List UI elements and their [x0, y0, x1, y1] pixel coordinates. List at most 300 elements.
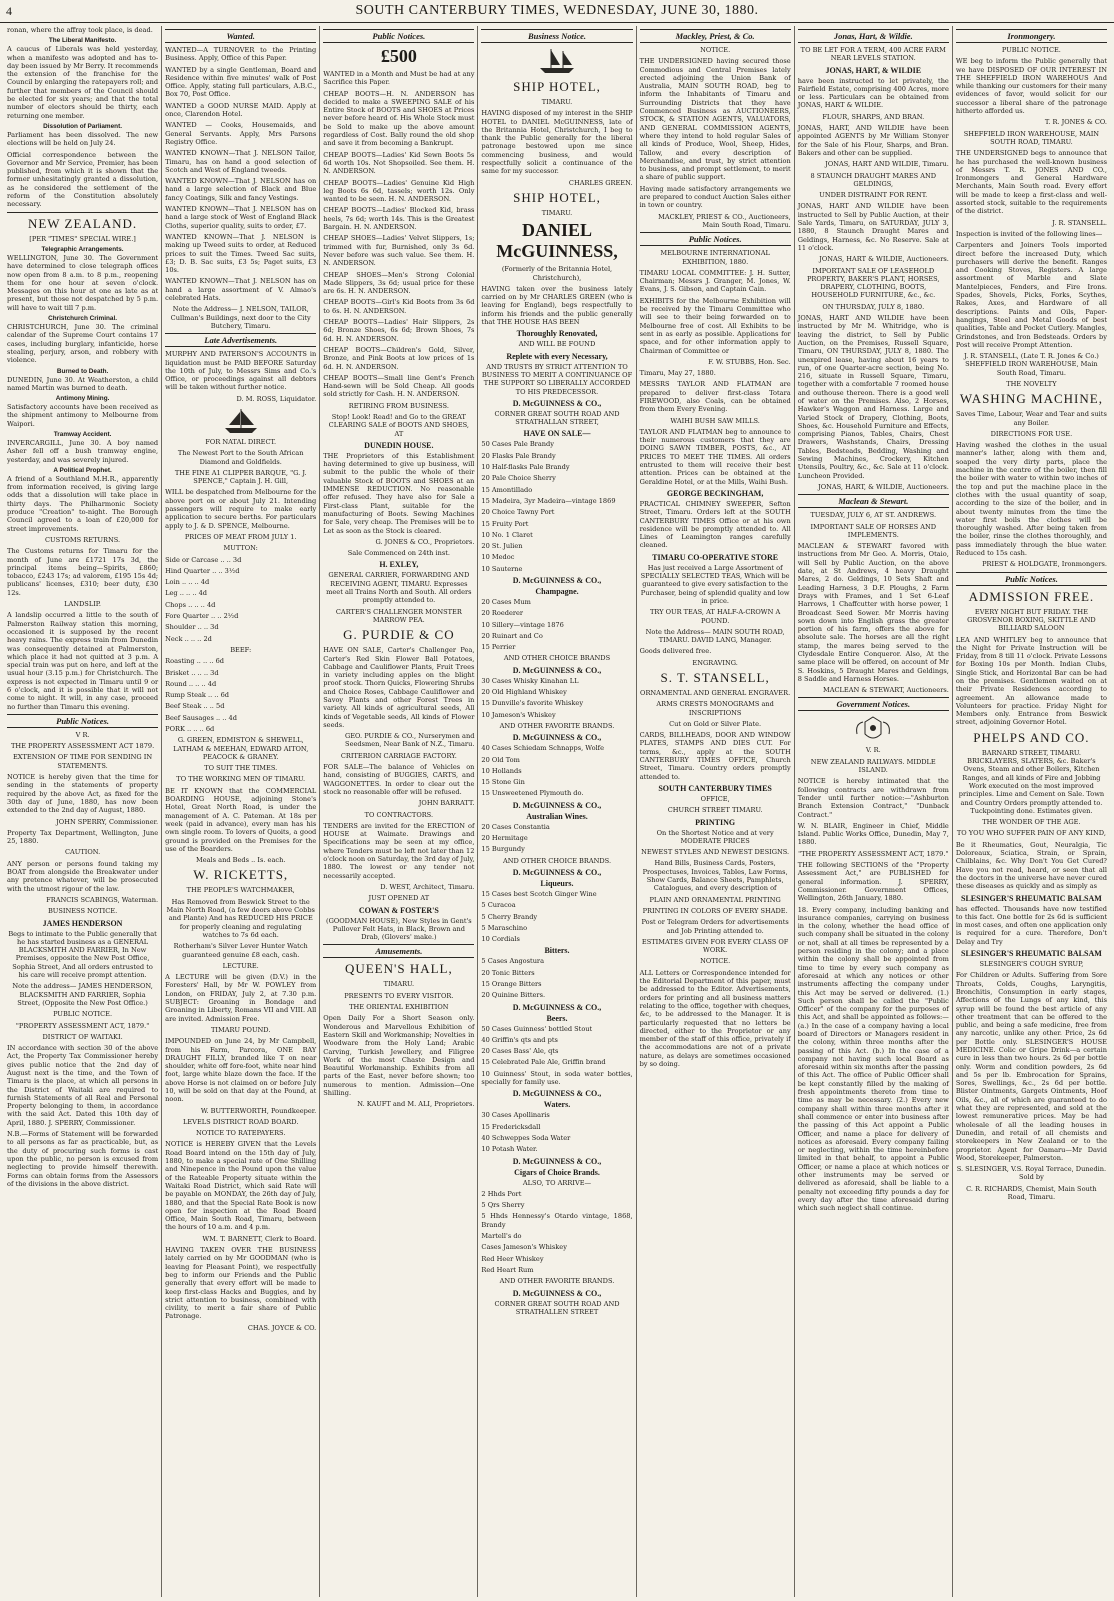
ad-title: NOTICE.: [700, 46, 731, 54]
ad-text: Inspection is invited of the following lines—: [955, 229, 1103, 238]
ad-text: BARNARD STREET, TIMARU. BRICKLAYERS, SLATERS, &c. Baker's Ovens, Steam and other Boilers, Kitchen Ranges, and all kinds of Fire and Jobbing Work executed on the most improved principles. Lime and Cement on Sale. Town and Country Orders promptly attended to. Tuckpointing done. Estimates given.: [958, 748, 1105, 815]
advertiser-name: D. McGUINNESS & CO.,: [512, 867, 602, 877]
list-item: 10 Sillery—vintage 1876: [481, 620, 564, 629]
list-item: 20 Hermitage: [481, 834, 528, 843]
advertiser-name: GEORGE BECKINGHAM,: [666, 488, 764, 498]
list-item: 5 Maraschino: [481, 923, 528, 932]
columns: [4, 26, 1110, 1597]
notice-title: PUBLIC NOTICE.: [53, 1010, 113, 1019]
section-header: Public Notices.: [956, 572, 1107, 586]
ad-title: Champagne.: [535, 586, 579, 596]
ad-text: TIMARU LOCAL COMMITTEE: J. H. Sutter, Chairman; Messrs J. Granger, M. Jones, W. Evans, J. S. Gibson, and Captain Cain.: [639, 268, 791, 294]
ad-text: CHEAP BOOTS—Small line Gent's French Hand-sewn will be Sold Cheap. All goods sold strictly for Cash. H. N. ANDERSON.: [323, 373, 475, 399]
list-item: 5 Curacoa: [481, 901, 516, 910]
ad-title: NOTICE TO RATEPAYERS.: [195, 1129, 286, 1138]
ad-text: JONAS, HART, AND WILDIE have been appointed AGENTS by Mr William Stonyer for the Sale of his Flour, Sharps, and Bran. Bakers and other can be supplied.: [797, 124, 949, 157]
ad-text: GENERAL CARRIER, FORWARDING AND RECEIVING AGENT, TIMARU. Expresses meet all Trains North and South. All orders promptly attended to.: [326, 571, 472, 605]
ad-text: AND OTHER FAVORITE BRANDS.: [499, 1277, 615, 1286]
ad-text: CHEAP BOOTS—Ladies' Blocked Kid, brass heels, 7s 6d; worth 14s. This is the Greatest Bargain. H. N. ANDERSON.: [323, 206, 475, 232]
list-item: 15 Cases best Scotch Ginger Wine: [481, 889, 597, 898]
list-item: 30 Cases Apollinaris: [481, 1111, 550, 1120]
ad-text: THE following SECTIONS of the "Property Assessment Act," are PUBLISHED for general information. J. SPERRY, Commissioner. Government Offices, Wellington, 26th January, 1880.: [797, 861, 949, 903]
ad-title: THE PEOPLE'S WATCHMAKER,: [186, 886, 295, 895]
advertiser-name: D. McGUINNESS & CO.,: [512, 1288, 602, 1298]
beef-prices: [165, 657, 316, 733]
ad-text: Hand Bills, Business Cards, Posters, Prospectuses, Invoices, Tables, Law Forms, Show Cards, Balance Sheets, Pamphlets, Catalogues, and every description of: [642, 859, 788, 893]
notice-title: CAUTION.: [64, 848, 101, 857]
list-item: 10 Sauterne: [481, 564, 523, 573]
ad-title: Replete with every Necessary,: [506, 351, 608, 361]
ad-text: HAVING TAKEN OVER THE BUSINESS lately carried on by Mr GOODMAN (who is leaving for Pleasant Point), we respectfully beg to inform our Friends and the Public generally that every effort will be made to keep first-class Hacks and Buggies, and by strict attention to business, combined with civility, to merit a fair share of Public Patronage.: [165, 1246, 317, 1321]
ad-text: EXHIBITS for the Melbourne Exhibition will be received by the Timaru Committee who will see to their being forwarded on to Melbourne free of cost. All Exhibits to be sent in as early as possible. Applications for space, and for other information apply to Chairman of Committee or: [639, 296, 791, 355]
list-item: 15 Amontillado: [481, 485, 533, 494]
ad-text: THE FINE A1 CLIPPER BARQUE, "G. J. SPENCE," Captain J. H. Gill,: [174, 468, 307, 486]
ad-signature: JONAS, HART, & WILDIE, Auctioneers.: [818, 482, 949, 491]
ad-text: WANTED KNOWN—That J. NELSON Tailor, Timaru, has on hand a good selection of Scotch and West of England tweeds.: [165, 149, 317, 174]
beer-list: [481, 1025, 632, 1087]
news-text: Official correspondence between the Governor and Mr Service, Premier, has been published, from which it is shown that the former unhesitatingly granted a dissolution, as he considered the settlement of the reform of the Constitution absolutely necessary.: [7, 150, 159, 209]
ad-title: FOR NATAL DIRECT.: [205, 437, 277, 446]
price-row: Rump Steak .. .. 6d: [165, 691, 230, 700]
notice-text: ANY person or persons found taking my BOAT from alongside the Breakwater under any pretence whatever, will be prosecuted with the utmost rigour of the law.: [7, 859, 159, 893]
advertiser-name: JAMES HENDERSON: [42, 918, 123, 928]
ad-text: TENDERS are invited for the ERECTION of HOUSE at Waimate. Drawings and Specifications may be seen at my office, where Tenders must be left not later than 12 o'clock noon on Saturday, the 3rd day of July, 1880. The lowest or any tender not necessarily accepted.: [323, 821, 475, 880]
advertiser-name: D. McGUINNESS & CO.,: [512, 665, 602, 675]
ad-signature: MACKLEY, PRIEST & CO., Auctioneers, Main South Road, Timaru.: [658, 212, 791, 229]
ad-title: Bitters.: [544, 946, 570, 956]
ad-text: Having washed the clothes in the usual manner's lather, along with them and, soaped the very dirty parts, place the machine in the centre of the boiler, then fill the boiler with water to within two inches of the top and put the machine place in the clothes with the usual quantity of soap, according to the size of the boiler, and in about twenty minutes from the time the water first boils the clothes will be thoroughly washed. After being taken from the boiler, rinse the clothes thoroughly, and pass immediately through the blue water. Reduced to 15s cash.: [955, 441, 1107, 558]
ad-title: JUST OPENED AT: [368, 894, 430, 903]
list-item: 5 Hhds Hennessy's Otardo vintage, 1868, Brandy: [481, 1212, 633, 1229]
masthead-title: SOUTH CANTERBURY TIMES, WEDNESDAY, JUNE 30, 1880.: [355, 3, 759, 18]
ad-text: IMPOUNDED on June 24, by Mr Campbell, from his Farm, Parcora, ONE BAY DRAUGHT FILLY, branded like T on near shoulder, white off fore-foot, white near hind foot, large white blaze down the face. If the above Horse is not claimed on or before July 10, will be sold on that day at the Pound, at noon.: [165, 1037, 317, 1104]
list-item: 10 Hollands: [481, 766, 522, 775]
news-text: Parliament has been dissolved. The new elections will be held on July 24.: [7, 130, 159, 148]
ad-text: Post or Telegram Orders for advertisements and Job Printing attended to.: [641, 918, 789, 935]
ad-text: WANTED by a single Gentleman, Board and Residence within five minutes' walk of Post Office. Apply, stating full particulars, A.B.C., Box 70, Post Office.: [165, 65, 317, 99]
list-item: 20 Roederer: [481, 609, 524, 618]
ad-title: LEVELS DISTRICT ROAD BOARD.: [182, 1117, 299, 1126]
ad-text: 18. Every company, including banking and insurance companies, carrying on business in the colony, whether the head office of such company shall be situated in the colony or not, shall at all times be represented by a person residing in the colony; and a place within the colony shall be appointed from time to time by every such company as aforesaid at which any notices or other instruments affecting the company under this Act may be served or delivered. (1.) Such person shall be called the "Public Officer" of the company for the purposes of this Act, and shall be appointed as follows:— (a.) In the case of a company having a local board of Directors or Managers resident in the colony, within three months after the passing of this Act. (b.) In the case of a company not having such local Board as aforesaid within six months after the passing of this Act. The office of Public Officer shall be kept constantly filled by the making of fresh appointments thereto from time to time as may be necessary. (2.) Every new company shall within three months after it shall commence or enter into business after the passing of this Act appoint a Public Officer, and name a place for delivery of notices as aforesaid. Every company failing or neglecting, within the time hereinbefore limited in that behalf, to appoint a Public Officer, or name a place at which notices or other instruments may be served or delivered as aforesaid, shall be liable to a penalty not exceeding fifty pounds a day for every day after the time aforesaid during which such neglect shall continue.: [797, 905, 949, 1213]
ad-title: Beers.: [546, 1013, 568, 1023]
list-item: 20 Pale Choice Sherry: [481, 474, 556, 483]
ad-title: TO SUIT THE TIMES.: [204, 764, 278, 773]
notice-title: "PROPERTY ASSESSMENT ACT, 1879.": [15, 1021, 150, 1030]
advertiser-name: W. RICKETTS,: [193, 867, 289, 883]
news-heading: The Liberal Manifesto.: [48, 37, 117, 45]
ad-signature: C. R. RICHARDS, Chemist, Main South Road, Timaru.: [966, 1184, 1097, 1202]
list-item: 15 Burgundy: [481, 845, 525, 854]
ad-text: ALSO, TO ARRIVE—: [522, 1178, 592, 1187]
ad-text: WE beg to inform the Public generally that we have DISPOSED OF OUR INTEREST IN THE SHEFFIELD IRON WAREHOUS And while thanking our customers for their many evidences of favor, would solicit for our successor a liberal share of the patronage hitherto afforded us.: [955, 57, 1107, 116]
list-item: 15 Celebrated Pale Ale, Griffin brand: [481, 1058, 606, 1067]
ad-signature: PRIEST & HOLDGATE, Ironmongers.: [982, 560, 1107, 569]
advertiser-name: TIMARU CO-OPERATIVE STORE: [652, 552, 779, 562]
ad-text: HAVE ON SALE, Carter's Challenger Pea, Carter's Red Skin Flower Ball Potatoes, Cabbage and Cauliflower Plants, Fruit Trees in variety including apples on the blight proof stock. Thorn Quicks, Flowering Shrubs and Choice Roses, Cabbage Cauliflower and Savoy Plants and other Forest Trees in variety. All kinds of agricultural seeds, All kinds of Vegetable seeds, All kinds of Flower seeds.: [323, 646, 475, 729]
advertiser-name: G. PURDIE & CO: [343, 627, 455, 643]
ad-text: LEA AND WHITLEY beg to announce that the Night for Private Instruction will be Friday, from 8 till 11 o'clock. Private Lessons for Boxing 10s per Month. Indian Clubs, Single Stick, and Horizontal Bar can be had on the premises. Gentlemen waited on at their Private Residences according to agreement. An allowance made to Volunteers for practice. Friday Night for Members only. Entrance from Beswick street, adjoining Governor Hotel.: [955, 635, 1107, 727]
ad-text: TIMARU.: [541, 208, 573, 217]
ad-title: PRINTING: [695, 817, 736, 827]
ad-title: CRITERION CARRIAGE FACTORY.: [340, 751, 457, 760]
liqueur-list: [481, 890, 632, 943]
ad-text: AND OTHER FAVORITE BRANDS.: [499, 721, 615, 730]
ad-signature: CHAS. JOYCE & CO.: [247, 1323, 317, 1332]
ad-text: PLAIN AND ORNAMENTAL PRINTING: [649, 895, 781, 904]
ad-text: Has just received a Large Assortment of SPECIALLY SELECTED TEAS, Which will be guaranteed to give every satisfaction to the Purchaser, being of splendid quality and low in price.: [640, 563, 790, 605]
ship-icon: [537, 46, 577, 76]
royal-cipher: V. R.: [865, 746, 881, 755]
ad-title: OFFICE,: [700, 794, 730, 803]
list-item: 20 Cases Bass' Ale, qts: [481, 1047, 559, 1056]
list-item: 2 Hhds Port: [481, 1189, 522, 1198]
ad-signature: G. JONES & CO., Proprietors.: [375, 537, 475, 546]
ad-text: TIMARU.: [541, 98, 573, 106]
notice-text: Note the address— JAMES HENDERSON, BLACKSMITH AND FARRIER, Sophia Street, (Opposite the New Post Office.): [12, 982, 153, 1007]
ad-signature: D. WEST, Architect, Timaru.: [380, 882, 475, 891]
section-header: Business Notice.: [481, 29, 632, 43]
news-text: WELLINGTON, June 30. The Government have determined to close telegraph offices now open from 8 a.m. to 8 p.m., reopening them for one hour at seven o'clock. Messages on this hour at one as late as at present, but those not despatched by 5 p.m. will have to wait till 7 p.m.: [7, 253, 159, 312]
list-item: 15 Orange Bitters: [481, 980, 542, 988]
ad-title: DIRECTIONS FOR USE.: [990, 429, 1073, 438]
ad-text: WANTED — Cooks, Housemaids, and General Servants. Apply, Mrs Parsons Registry Office.: [165, 121, 317, 146]
price-row: Side or Carcase .. .. 3d: [165, 555, 242, 564]
ad-text: Rotherham's Silver Lever Hunter Watch guaranteed genuine £8 each, cash.: [173, 942, 308, 959]
ad-signature: W. BUTTERWORTH, Poundkeeper.: [200, 1106, 317, 1115]
ad-title: TIMARU POUND.: [210, 1025, 271, 1034]
notice-title: THE PROPERTY ASSESSMENT ACT 1879.: [10, 742, 155, 751]
ad-text: Timaru, May 27, 1880.: [639, 369, 716, 378]
list-item: 30 Cases Whisky Kinahan LL: [481, 676, 579, 685]
advertiser-name: D. McGUINNESS & CO.,: [512, 733, 602, 743]
ad-text: Has Removed from Beswick Street to the Main North Road, (a few doors above Cobbs and Plante) And has REDUCED HIS PRICE for properly cleaning and regulating watches to 7s 6d each.: [166, 897, 315, 939]
ad-text: TAYLOR AND FLATMAN beg to announce to their numerous customers that they are DOING SAWN TIMBER, POSTS, &c., AT PRICES TO MEET THE TIMES. All orders entrusted to them will receive their best attention. Prices can be obtained at the Geraldine Hotel, or at the Mills, Waihi Bush.: [639, 427, 791, 486]
ad-text: PRINTING IN COLORS OF EVERY SHADE.: [642, 906, 788, 915]
list-item: 20 Flasks Pale Brandy: [481, 451, 556, 460]
notice-title: BUSINESS NOTICE.: [47, 907, 118, 916]
ad-text: On the Shortest Notice and at very MODERATE PRICES: [656, 828, 774, 845]
ad-title: IMPORTANT SALE OF LEASEHOLD PROPERTY, BAKER'S PLANT, HORSES, DRAPERY, CLOTHING, BOOTS, HOUSEHOLD FURNITURE, &c., &c.: [807, 266, 940, 300]
product-name: SLESINGER'S RHEUMATIC BALSAM: [961, 949, 1102, 959]
section-header: Mackley, Priest, & Co.: [640, 29, 791, 43]
price-row: Roasting .. .. .. 6d: [165, 657, 224, 666]
list-item: 15 Madeira, 3yr Madeira—vintage 1869: [481, 496, 616, 505]
list-item: 10 Cordials: [481, 935, 520, 944]
list-item: 15 Fredericksdall: [481, 1122, 541, 1131]
ad-title: THE WONDER OF THE AGE.: [982, 818, 1081, 827]
ad-text: PRACTICAL CHIMNEY SWEEPER, Sefton Street, Timaru. Orders left at the SOUTH CANTERBURY TIMES Office or at his own residence will be promptly attended to. All Lines of Leamington ranges carefully cleaned.: [639, 499, 791, 550]
ad-title: ENGRAVING.: [692, 658, 738, 667]
ad-title: NEW ZEALAND RAILWAYS. MIDDLE ISLAND.: [810, 757, 936, 775]
ad-title: PRICES OF MEAT FROM JULY 1.: [184, 532, 297, 541]
price-row: Beef Sausages .. .. 4d: [165, 713, 237, 722]
ad-signature: GEO. PURDIE & CO., Nurserymen and Seedsmen, Near Bank of N.Z., Timaru.: [344, 732, 475, 749]
section-header: Amusements.: [323, 944, 474, 958]
price-row: PORK .. .. .. 6d: [165, 725, 215, 733]
proprietor-name: DANIEL McGUINNESS,: [496, 220, 618, 262]
list-item: 20 Tonic Bitters: [481, 968, 535, 977]
news-text: ronan, where the affray took place, is dead.: [7, 26, 153, 34]
list-item: 40 Cases Schiedam Schnapps, Wolfe: [481, 744, 605, 753]
ad-text: Cut on Gold or Silver Plate.: [669, 719, 762, 728]
ad-text: CHEAP BOOTS—Ladies' Genuine Kid High leg Boots 6s 6d, tassels; worth 12s. Only wanted to be seen. H. N. ANDERSON.: [323, 178, 475, 204]
list-item: 20 Old Tom: [481, 755, 520, 764]
ad-signature: T. R. JONES & CO.: [1044, 118, 1107, 127]
advertiser-name: D. McGUINNESS & CO.,: [512, 1002, 602, 1012]
notice-text: N.B.—Forms of Statement will be forwarded to all persons as far as practicable, but, as the duty of procuring such forms is cast upon the public, no person is excused from neglecting to provide himself therewith. Forms can obtain forms from the Assessors of the divisions in the above district.: [7, 1130, 159, 1188]
mutton-prices: [165, 556, 316, 643]
ad-text: Note the Address— J. NELSON, TAILOR, Cullman's Buildings, next door to the City Butchery, Timaru.: [170, 305, 311, 330]
ad-title: MELBOURNE INTERNATIONAL EXHIBITION, 1880.: [660, 249, 770, 266]
ad-text: Note the Address— MAIN SOUTH ROAD, TIMARU. DAVID LANG, Manager.: [645, 627, 785, 645]
ad-title: LECTURE.: [222, 961, 259, 970]
list-item: 20 Old Highland Whiskey: [481, 688, 567, 697]
ad-text: NEWEST STYLES AND NEWEST DESIGNS.: [641, 848, 790, 857]
ad-title: Waters.: [543, 1100, 571, 1110]
price-row: Hind Quarter .. .. 3½d: [165, 566, 240, 575]
product-name: SLESINGER'S RHEUMATIC BALSAM: [961, 893, 1102, 903]
news-heading: Tramway Accident.: [53, 430, 112, 438]
ad-title: FLOUR, SHARPS, AND BRAN.: [822, 112, 925, 121]
section-header: Public Notices.: [640, 232, 791, 246]
ad-title: UNDER DISTRAINT FOR RENT.: [819, 191, 928, 200]
ad-signature: D. M. ROSS, Liquidator.: [236, 394, 317, 403]
ad-text: TIMARU.: [383, 980, 415, 989]
ad-text: WILL be despatched from Melbourne for the above port on or about July 21. Intending passengers will require to make early application to secure berths. For particulars apply to J. & D. SPENCE, Melbourne.: [165, 488, 317, 530]
advertiser-name: JONAS, HART, & WILDIE: [825, 65, 922, 75]
notice-signature: JOHN SPERRY, Commissioner.: [56, 817, 159, 826]
price-row: Beef Steak .. .. 5d: [165, 702, 225, 711]
ad-text: HAVING taken over the business lately carried on by Mr CHARLES GREEN (who is leaving for England), begs respectfully to inform his friends and the public generally that THE HOUSE HAS BEEN: [481, 284, 633, 327]
advertiser-name: S. T. STANSELL,: [660, 670, 770, 685]
news-heading: Burned to Death.: [56, 367, 109, 375]
news-heading: Antimony Mining.: [55, 395, 110, 403]
list-item: 40 Griffin's qts and pts: [481, 1035, 558, 1044]
ship-icon: [221, 406, 261, 436]
price-row: Round .. .. .. 4d: [165, 679, 217, 688]
ad-text: Goods delivered free.: [639, 647, 712, 656]
ad-text: CARDS, BILLHEADS, DOOR AND WINDOW PLATES, STAMPS AND DIES CUT. For terms, &c., apply at the SOUTH CANTERBURY TIMES OFFICE, Church Street, Timaru. Country orders promptly attended to.: [639, 731, 791, 781]
list-item: 20 Cases Constantia: [481, 822, 550, 831]
ad-signature: JONAS, HART AND WILDIE, Timaru.: [825, 160, 949, 169]
ad-text: JONAS, HART AND WILDIE have been instructed to Sell by Public Auction, at their Sale Yards, Timaru, on SATURDAY, JULY 3, 1880, 8 Staunch Draught Mares and Geldings, Harness, &c. No Reserve. Sale at 11 o'clock.: [797, 202, 949, 252]
ad-text: THE Proprietors of this Establishment having determined to give up business, will submit to the public the whole of their valuable Stock of BOOTS and SHOES at an IMMENSE REDUCTION. No reasonable offer refused. They have also for Sale a First-class Plant, suitable for the manufacturing of Boots. Sewing Machines for Sale, very cheap. The Premises will be to Let as soon as the Stock is cleared.: [323, 451, 475, 535]
ad-text: CHEAP SHOES—Ladies' Velvet Slippers, 1s; trimmed with fur, Burnished, only 3s 6d. Never before was such value. See them. H. N. ANDERSON.: [323, 234, 475, 268]
notice-title: EXTENSION OF TIME FOR SENDING IN STATEMENTS.: [12, 753, 153, 770]
list-item: 40 Schweppes Soda Water: [481, 1133, 571, 1142]
news-text: A friend of a Southland M.H.R., apparently from information received, is giving large odds that a dissolution will take place in thirty days. The Philharmonic Society produce "Creation" to-night. The Borough Council agreed to a loan of £20,000 for street improvements.: [7, 474, 159, 533]
ad-text: AND TRUSTS BY STRICT ATTENTION TO BUSINESS TO MERIT A CONTINUANCE OF THE SUPPORT SO LIBERALLY ACCORDED TO HIS PREDECESSOR.: [481, 362, 633, 396]
news-heading: Dissolution of Parliament.: [43, 122, 122, 130]
masthead: [0, 0, 1114, 23]
list-item: 10 Guinness' Stout, in soda water bottles, specially for family use.: [481, 1069, 633, 1087]
ad-signature: WM. T. BARNETT, Clerk to Board.: [202, 1234, 317, 1243]
list-item: 5 Cherry Brandy: [481, 912, 538, 921]
royal-crest-icon: [851, 714, 895, 744]
ad-title: CARTER'S CHALLENGER MONSTER MARROW PEA.: [335, 607, 462, 624]
ad-text: AND OTHER CHOICE BRANDS: [503, 654, 611, 663]
advertiser-name: D. McGUINNESS & CO.,: [512, 575, 602, 585]
list-item: 10 Jameson's Whiskey: [481, 710, 556, 719]
ad-title: TO THE WORKING MEN OF TIMARU.: [176, 775, 306, 784]
whisky-list: [481, 677, 632, 719]
ad-text: THE UNDERSIGNED having secured those Commodious and Central Premises lately erected adjoining the Union Bank of Australia, MAIN SOUTH ROAD, beg to inform the Inhabitants of Timaru and Surrounding Districts that they have Commenced Business as AUCTIONEERS, STOCK, & STATION AGENTS, VALUATORS, AND GENERAL COMMISSION AGENTS, where they intend to hold regular Sales of all kinds of Produce, Wool, Sheep, Hides, Tallow, and every description of Merchandise, and trust, by strict attention to business, and prompt settlement, to merit a share of public support.: [639, 57, 791, 182]
list-item: 15 Dunville's favorite Whiskey: [481, 699, 584, 708]
arrival-list: [481, 1190, 632, 1274]
ad-text: Be it Rheumatics, Gout, Neuralgia, Tic Doloreaux, Sciatica, Strain, or Sprain, Chilblains, &c. Why Don't You Get Cured? Have you not read, heard, or seen that all the doctors in the universe have never cured these diseases as quickly and as simply as: [955, 840, 1107, 891]
ad-text: For Children or Adults. Suffering from Sore Throats, Colds, Coughs, Laryngitis, Bronchitis, Consumption in early stages, Affections of the Lungs of any kind, this syrup will be found the best article of any other treatment that can be offered to the public, and being a safe medicine, free from any narcotic, unlike any other. Price, 2s 6d per Bottle only. SLESINGER'S HOUSE MEDICINE. Colic or Gripe Drink—a certain cure in less than two hours. 2s 6d per bottle only. Worm and condition powders, 2s 6d and 5s per lb. Embrocation for Sprains, Sores, Swellings, &c., 2s 6d per bottle. Blister Ointments, Gargets Ointments, Hoof Oils, &c., all of which are guaranteed to do what they are represented, and sold at the lowest remunerative prices. May be had wholesale of all the leading houses in Dunedin, and retail of all chemists and storekeepers in New Zealand or to the proprietor. Agent for Oamaru—Mr David Wood, Storekeeper, Palmerston.: [955, 971, 1107, 1162]
column-6: [795, 26, 953, 1597]
ad-title: TO YOU WHO SUFFER PAIN OF ANY KIND,: [956, 829, 1106, 838]
ad-text: The Newest Port to the South African Diamond and Goldfields.: [177, 449, 304, 466]
news-heading: Telegraphic Arrangements.: [41, 245, 124, 253]
ad-text: PRESENTS TO EVERY VISITOR.: [344, 991, 454, 1000]
ad-text: WANTED KNOWN—That J. NELSON has on hand a large stock of West of England Black Cloths, superior quality, suits to order, £7.: [165, 205, 317, 230]
ad-text: FOR SALE—The balance of Vehicles on hand, consisting of BUGGIES, CARTS, and WAGGONETTES. In order to clear out the stock no reasonable offer will be refused.: [323, 763, 475, 796]
advertiser-name: COWAN & FOSTER'S: [358, 905, 439, 915]
list-item: 10 Potash Water.: [481, 1145, 538, 1154]
column-1: [4, 26, 162, 1597]
divider: [7, 212, 158, 213]
reward-amount: £500: [380, 46, 417, 66]
news-text: CHRISTCHURCH, June 30. The criminal calendar of the Supreme Court contains 17 cases, including burglary, infanticide, horse stealing, perjury, arson, and robbery with violence.: [7, 323, 159, 365]
advertiser-name: D. McGUINNESS & CO.,: [512, 1089, 602, 1099]
list-item: Red Heer Whiskey: [481, 1254, 544, 1263]
price-row: Shoulder .. .. 3d: [165, 623, 219, 632]
list-item: 15 Unsweetened Plymouth do.: [481, 789, 584, 798]
ad-text: have been instructed to let privately, the Fairfield Estate, comprising 400 Acres, more or less. Particulars can be obtained from JONAS, HART & WILDIE.: [797, 76, 949, 110]
ad-title: PUBLIC NOTICE.: [1001, 46, 1061, 54]
ad-text: CHEAP BOOTS—Ladies' Kid Sewn Boots 5s 6d worth 10s. Not Shopsoiled. See them. H. N. ANDERSON.: [323, 150, 475, 176]
price-row: Leg .. .. .. 4d: [165, 589, 208, 598]
ad-title: RETIRING FROM BUSINESS.: [348, 401, 449, 410]
section-header: Wanted.: [165, 29, 316, 43]
ad-title: HAVE ON SALE—: [523, 429, 591, 439]
ad-text: Saves Time, Labour, Wear and Tear and suits any Boiler.: [956, 410, 1107, 427]
ad-text: CORNER GREAT SOUTH ROAD AND STRATHALLAN STREET,: [494, 409, 620, 427]
list-item: 20 Quinine Bitters.: [481, 991, 546, 1000]
ad-signature: MACLEAN & STEWART, Auctioneers.: [822, 686, 949, 695]
ad-title: SHEFFIELD IRON WAREHOUSE, MAIN SOUTH ROAD, TIMARU.: [963, 129, 1100, 146]
ad-text: MESSRS TAYLOR AND FLATMAN are prepared to deliver first-class Totara FIREWOOD, also Coals, can be obtained from them Every Evening.: [639, 380, 791, 414]
section-header: Government Notices.: [798, 697, 949, 711]
advertiser-name: D. McGUINNESS & CO.,: [512, 1156, 602, 1166]
ad-title: DUNEDIN HOUSE.: [364, 440, 434, 450]
section-header: Maclean & Stewart.: [798, 494, 949, 508]
ad-title: 8 STAUNCH DRAUGHT MARES AND GELDINGS,: [810, 171, 937, 188]
ad-text: NOTICE is HEREBY GIVEN that the Levels Road Board intend on the 15th day of July, 1880, to make a special rate of One Shilling and Ninepence in the Pound upon the value of the Rateable Property situate within the Waitaki Road District, which said Rate will be payable on MONDAY, the 26th day of July, 1880, and that the Special Rate Book is now open for inspection at the Road Board Office, Main South Road, Timaru, between the hours of 10 a.m. and 4 p.m.: [165, 1140, 317, 1232]
ad-title: NOTICE.: [700, 957, 731, 966]
ad-text: CHEAP BOOTS—H. N. ANDERSON has decided to make a SWEEPING SALE of his Entire Stock of BOOTS and SHOES at Prices never before heard of. His Whole Stock must be Sold to make up the above amount regardless of Cost. Bally round the old shop and save it from becoming a Bankrupt.: [323, 89, 475, 148]
list-item: 5 Qrs Sherry: [481, 1201, 525, 1210]
gin-list: [481, 744, 632, 797]
advertiser-name: H. EXLEY,: [379, 560, 419, 570]
ad-text: EVERY NIGHT BUT FRIDAY. THE GROSVENOR BOXING, SKITTLE AND BILLIARD SALOON: [967, 607, 1096, 633]
ad-title: ADMISSION FREE.: [968, 588, 1095, 604]
ad-text: WANTED a GOOD NURSE MAID. Apply at once, Clarendon Hotel.: [165, 101, 317, 119]
ad-signature: JONAS, HART & WILDIE, Auctioneers.: [819, 255, 949, 264]
list-item: 50 Cases Guinness' bottled Stout: [481, 1024, 593, 1033]
news-text: DUNEDIN, June 30. At Weatherston, a child named Martin was burned to death.: [7, 375, 159, 392]
ad-text: BE IT KNOWN that the COMMERCIAL BOARDING HOUSE, adjoining Stone's Hotel, Great North Road, is under the management of A. C. Pateman. At 18s per week (paid in advance), every man has his own single room. To lovers of Quoits, a good ground is provided on the Premises for the use of the Boarders.: [165, 786, 317, 853]
section-title: NEW ZEALAND.: [27, 215, 138, 231]
list-item: 20 St. Julien: [481, 542, 523, 551]
ad-text: THE UNDERSIGNED begs to announce that he has purchased the well-known business of Messrs T. R. JONES AND CO., Ironmongers and General Hardware Merchants, Main South road. Every effort will be made to keep a first-class and well-assorted stock, suitable to the requirements of the district.: [955, 149, 1107, 216]
list-item: 5 Cases Angostura: [481, 957, 545, 966]
ad-title: THE NOVELTY: [1006, 379, 1057, 388]
ad-text: CORNER GREAT SOUTH ROAD AND STRATHALLEN STREET: [494, 1299, 620, 1316]
ad-text: CHEAP SHOES—Men's Strong Colonial Made Slippers, 3s 6d; usual price for these are 6s. H. N. ANDERSON.: [323, 270, 475, 296]
ad-text: HAVING disposed of my interest in the SHIP HOTEL to DANIEL McGUINNESS, late of the Britannia Hotel, Christchurch, I beg to thank the Public generally for the liberal patronage bestowed upon me since commencing business, and would respectfully solicit a continuance of the same for my successor.: [481, 109, 633, 176]
ad-title: TO CONTRACTORS.: [364, 810, 434, 819]
price-heading: MUTTON:: [223, 544, 258, 553]
list-item: 20 Choice Tawny Port: [481, 508, 555, 517]
ad-text: Open Daily For a Short Season only. Wonderous and Marvellous Exhibition of Eastern Skill and Workmanship; Novelties in Woodware from the Holy Land; Arabic Carving, Turkish Jewellery, and Filigree Work of the most Chaste Design and Beautiful Workmanship. Exhibits from all parts of the East, never before shown; too numerous to mention. Admission—One Shilling.: [323, 1014, 475, 1097]
section-header: Public Notices.: [323, 29, 474, 43]
column-7: [953, 26, 1110, 1597]
royal-cipher: V R.: [75, 730, 90, 739]
ad-text: WANTED—A TURNOVER to the Printing Business. Apply, Office of this Paper.: [165, 46, 317, 63]
notice-text: IN accordance with section 30 of the above Act, the Property Tax Commissioner hereby gives public notice that the 2nd day of August next is the time, and the Town of Timaru is the place, at which all persons in the District of Waitaki are required to furnish Statements of all Real and Personal Property belonging to them, in accordance with the said Act. Dated this 10th day of April, 1880. J. SPERRY, Commissioner.: [7, 1044, 159, 1127]
ad-title: TRY OUR TEAS, AT HALF-A-CROWN A POUND.: [650, 608, 781, 625]
list-item: 20 Ruinart and Co: [481, 631, 543, 640]
notice-signature: FRANCIS SCABINGS, Waterman.: [46, 895, 159, 904]
ad-text: ALL Letters or Correspondence intended for the Editorial Department of this paper, must be addressed to the Editor. Advertisements, orders for printing and all business matters relating to the office, together with cheques, &c, to be addressed to the Manager. It is particularly requested that no letters be directed, either to the Proprietor or any member of the staff of this office, privately if the accommodations are not of a private nature, as delays are sometimes occasioned by so doing.: [639, 968, 791, 1068]
news-heading: Christchurch Criminal.: [48, 315, 118, 323]
list-item: Martell's do: [481, 1232, 522, 1241]
ad-text: WANTED KNOWN—That J. NELSON has on hand a large assortment of V. Almao's celebrated Hats.: [165, 277, 317, 303]
ad-text: WANTED KNOWN—That J. NELSON has on hand a large selection of Black and Blue fancy Coatings, Silk and fancy Vestings.: [165, 177, 317, 202]
news-heading: LANDSLIP.: [64, 600, 102, 609]
news-text: A landslip occurred a little to the south of Palmerston Railway station this morning, occasioned it is supposed by the recent heavy rains. The express train from Dunedin was consequently detained at Palmerston, which place it had not quitted at 3 p.m. A special train was put on here, and left at the usual hour (3.15 p.m.) for Christchurch. The express is not expected in Timaru until 9 or 6 o'clock, and it is possible that it will not come to night. It will, in any case, proceed no further than Timaru this evening.: [7, 611, 159, 711]
ad-title: TUESDAY, JULY 6, AT ST. ANDREWS.: [810, 511, 937, 520]
ad-text: JONAS, HART AND WILDIE have been instructed by Mr M. Whitridge, who is leaving the district, to Sell by Public Auction, on the Premises, Russell Square, Timaru, ON THURSDAY, JULY 8, 1880. The unexpired lease, having about 16 years to run, of one Quarter-acre section, being No. 216, situate in Russell Square, Timaru, together with a comfortable 7 roomed house and outhouse thereon. There is a good well of water on the Premises. Also, 2 Horses, Hawker's Waggon and Harness. Large and Varied Stock of Drapery, Clothing, Boots, Shoes, &c. Household Furniture and Effects, comprising Pianos, Tables, Chairs, Chest Drawers, Washstands, Chairs, Dressing Tables, Bedsteads, Bedding, Washing and Sewing Machines, Crockery, Kitchen Utensils, Poultry, &c., &c. Sale at 11 o'clock. Luncheon Provided.: [797, 314, 949, 480]
column-2: [162, 26, 320, 1597]
news-heading: A Political Prophet.: [53, 466, 112, 474]
wine-list: [481, 823, 632, 854]
column-5: [637, 26, 795, 1597]
product-name: WASHING MACHINE,: [959, 391, 1103, 407]
ad-title: Liqueurs.: [540, 878, 574, 888]
price-row: Brisket .. .. .. 3d: [165, 668, 219, 677]
ad-text: (Formerly of the Britannia Hotel, Christchurch),: [501, 265, 613, 282]
notice-text: Begs to intimate to the Public generally that he has started business as a GENERAL BLACKSMITH AND FARRIER, In New Premises, opposite the New Post Office, Sophia Street, And all orders entrusted to his care will receive prompt attention.: [8, 929, 157, 980]
venue-name: QUEEN'S HALL,: [344, 961, 453, 977]
list-item: Cases Jameson's Whiskey: [481, 1243, 567, 1252]
ad-text: WANTED KNOWN—That J. NELSON is making up Tweed suits to order, at Reduced prices to suit the Times. Tweed Sac suits, £3; D. B. Sac suits, £3 5s; Paget suits, £3 10s.: [165, 232, 317, 275]
ad-signature: N. KAUFT and M. ALI, Proprietors.: [357, 1100, 475, 1109]
price-row: Chops .. .. .. 4d: [165, 600, 216, 609]
column-4: [478, 26, 636, 1597]
ad-signature: J. R. STANSELL, (Late T. R. Jones & Co.) SHEFFIELD IRON WAREHOUSE, Main South Road, Timaru.: [963, 352, 1099, 377]
ad-text: CHEAP BOOTS—Children's Gold, Silver, Bronze, and Pink Boots at low prices of 1s 6d. H. N. ANDERSON.: [323, 345, 475, 371]
news-heading: CUSTOMS RETURNS.: [45, 535, 121, 544]
advertiser-name: D. McGUINNESS & CO.,: [512, 398, 602, 408]
ad-title: THE ORIENTAL EXHIBITION: [349, 1003, 449, 1012]
page-number: 4: [6, 4, 13, 18]
ad-title: "THE PROPERTY ASSESSMENT ACT, 1879.": [798, 849, 949, 858]
ad-text: Stop! Look! Read! and Go to the GREAT CLEARING SALE of BOOTS AND SHOES, AT: [328, 412, 470, 438]
ad-text: CHEAP BOOTS—Ladies' Hair Slippers, 2s 6d; Bronze Shoes, 6s 6d; Brown Shoes, 7s 6d. H. N. ANDERSON.: [323, 318, 475, 343]
price-row: Loin .. .. .. 4d: [165, 578, 210, 587]
ad-signature: JOHN BARRATT.: [418, 799, 475, 808]
ad-text: NOTICE is hereby intimated that the following contracts are withdrawn from Tender until further notice:—"Ashburton Branch Extension Contract," "Dunback Contract.": [797, 777, 949, 819]
advertiser-name: D. McGUINNESS & CO.,: [512, 800, 602, 810]
bitters-list: [481, 957, 632, 999]
spirits-list: [481, 440, 632, 573]
ad-text: Sale Commenced on 24th inst.: [347, 549, 451, 558]
ad-text: A LECTURE will be given (D.V.) in the Foresters' Hall, by Mr W. POWLEY from London, on FRIDAY, July 2, at 7.30 p.m. SUBJECT: Groaning in Bondage and Groaning in Liberty, Romans VII and VIII. All are invited. Admission Free.: [165, 973, 317, 1023]
